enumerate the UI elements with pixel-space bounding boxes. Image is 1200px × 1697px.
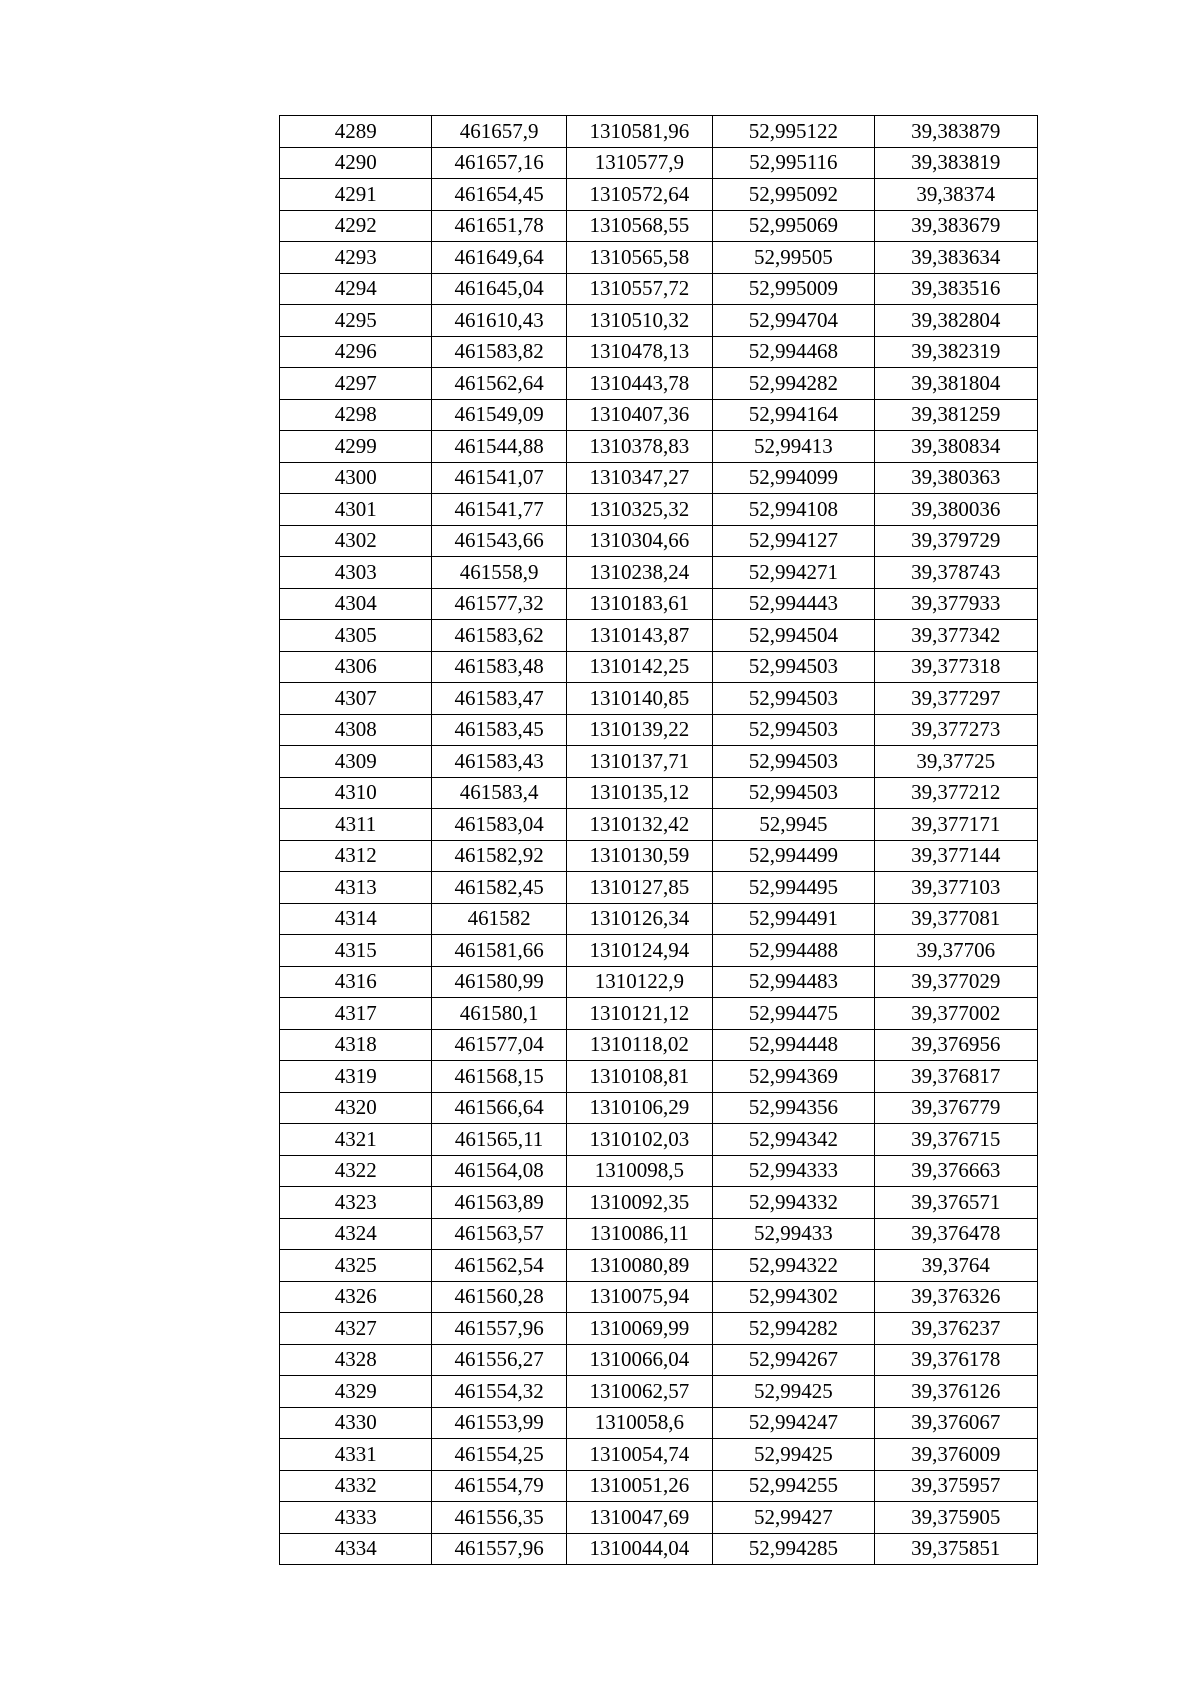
y-coordinate-cell: 1310066,04 <box>566 1344 712 1376</box>
longitude-cell: 39,382319 <box>874 336 1037 368</box>
y-coordinate-cell: 1310183,61 <box>566 588 712 620</box>
table-row <box>280 1376 1038 1408</box>
point-number-cell: 4309 <box>280 746 432 778</box>
point-number-cell: 4322 <box>280 1155 432 1187</box>
table-row <box>280 1344 1038 1376</box>
table-row <box>280 1250 1038 1282</box>
point-number-cell: 4310 <box>280 777 432 809</box>
latitude-cell: 52,994282 <box>713 368 874 400</box>
latitude-cell: 52,994504 <box>713 620 874 652</box>
point-number-cell: 4304 <box>280 588 432 620</box>
x-coordinate-cell: 461541,77 <box>432 494 566 526</box>
x-coordinate-cell: 461566,64 <box>432 1092 566 1124</box>
coordinates-table-body <box>280 116 1038 1565</box>
longitude-cell: 39,378743 <box>874 557 1037 589</box>
point-number-cell: 4289 <box>280 116 432 148</box>
latitude-cell: 52,994503 <box>713 651 874 683</box>
longitude-cell: 39,375957 <box>874 1470 1037 1502</box>
x-coordinate-cell: 461564,08 <box>432 1155 566 1187</box>
y-coordinate-cell: 1310347,27 <box>566 462 712 494</box>
point-number-cell: 4302 <box>280 525 432 557</box>
longitude-cell: 39,381804 <box>874 368 1037 400</box>
table-row <box>280 872 1038 904</box>
table-row <box>280 147 1038 179</box>
longitude-cell: 39,377933 <box>874 588 1037 620</box>
table-row <box>280 777 1038 809</box>
x-coordinate-cell: 461580,1 <box>432 998 566 1030</box>
x-coordinate-cell: 461554,32 <box>432 1376 566 1408</box>
point-number-cell: 4316 <box>280 966 432 998</box>
table-row <box>280 714 1038 746</box>
latitude-cell: 52,994503 <box>713 714 874 746</box>
x-coordinate-cell: 461541,07 <box>432 462 566 494</box>
latitude-cell: 52,995092 <box>713 179 874 211</box>
table-row <box>280 336 1038 368</box>
longitude-cell: 39,376009 <box>874 1439 1037 1471</box>
latitude-cell: 52,994267 <box>713 1344 874 1376</box>
y-coordinate-cell: 1310137,71 <box>566 746 712 778</box>
x-coordinate-cell: 461581,66 <box>432 935 566 967</box>
y-coordinate-cell: 1310304,66 <box>566 525 712 557</box>
latitude-cell: 52,994127 <box>713 525 874 557</box>
latitude-cell: 52,994332 <box>713 1187 874 1219</box>
longitude-cell: 39,376956 <box>874 1029 1037 1061</box>
point-number-cell: 4333 <box>280 1502 432 1534</box>
longitude-cell: 39,376237 <box>874 1313 1037 1345</box>
point-number-cell: 4326 <box>280 1281 432 1313</box>
x-coordinate-cell: 461610,43 <box>432 305 566 337</box>
x-coordinate-cell: 461554,79 <box>432 1470 566 1502</box>
y-coordinate-cell: 1310118,02 <box>566 1029 712 1061</box>
table-row <box>280 368 1038 400</box>
y-coordinate-cell: 1310122,9 <box>566 966 712 998</box>
longitude-cell: 39,376715 <box>874 1124 1037 1156</box>
table-row <box>280 1029 1038 1061</box>
point-number-cell: 4295 <box>280 305 432 337</box>
x-coordinate-cell: 461583,48 <box>432 651 566 683</box>
x-coordinate-cell: 461582,92 <box>432 840 566 872</box>
table-row <box>280 273 1038 305</box>
x-coordinate-cell: 461649,64 <box>432 242 566 274</box>
point-number-cell: 4308 <box>280 714 432 746</box>
x-coordinate-cell: 461583,43 <box>432 746 566 778</box>
x-coordinate-cell: 461583,45 <box>432 714 566 746</box>
longitude-cell: 39,377171 <box>874 809 1037 841</box>
latitude-cell: 52,994448 <box>713 1029 874 1061</box>
point-number-cell: 4305 <box>280 620 432 652</box>
latitude-cell: 52,994495 <box>713 872 874 904</box>
point-number-cell: 4307 <box>280 683 432 715</box>
latitude-cell: 52,994247 <box>713 1407 874 1439</box>
latitude-cell: 52,99425 <box>713 1376 874 1408</box>
longitude-cell: 39,377002 <box>874 998 1037 1030</box>
table-row <box>280 1470 1038 1502</box>
point-number-cell: 4328 <box>280 1344 432 1376</box>
longitude-cell: 39,380363 <box>874 462 1037 494</box>
y-coordinate-cell: 1310102,03 <box>566 1124 712 1156</box>
longitude-cell: 39,377144 <box>874 840 1037 872</box>
table-row <box>280 1502 1038 1534</box>
point-number-cell: 4324 <box>280 1218 432 1250</box>
longitude-cell: 39,376326 <box>874 1281 1037 1313</box>
y-coordinate-cell: 1310142,25 <box>566 651 712 683</box>
x-coordinate-cell: 461577,04 <box>432 1029 566 1061</box>
x-coordinate-cell: 461657,9 <box>432 116 566 148</box>
point-number-cell: 4292 <box>280 210 432 242</box>
x-coordinate-cell: 461544,88 <box>432 431 566 463</box>
latitude-cell: 52,99425 <box>713 1439 874 1471</box>
table-row <box>280 210 1038 242</box>
table-row <box>280 1533 1038 1565</box>
latitude-cell: 52,994356 <box>713 1092 874 1124</box>
table-row <box>280 305 1038 337</box>
longitude-cell: 39,376817 <box>874 1061 1037 1093</box>
latitude-cell: 52,994468 <box>713 336 874 368</box>
longitude-cell: 39,38374 <box>874 179 1037 211</box>
longitude-cell: 39,377273 <box>874 714 1037 746</box>
latitude-cell: 52,994503 <box>713 777 874 809</box>
point-number-cell: 4334 <box>280 1533 432 1565</box>
y-coordinate-cell: 1310572,64 <box>566 179 712 211</box>
table-row <box>280 557 1038 589</box>
point-number-cell: 4330 <box>280 1407 432 1439</box>
latitude-cell: 52,994475 <box>713 998 874 1030</box>
y-coordinate-cell: 1310132,42 <box>566 809 712 841</box>
longitude-cell: 39,377318 <box>874 651 1037 683</box>
table-row <box>280 1407 1038 1439</box>
y-coordinate-cell: 1310140,85 <box>566 683 712 715</box>
x-coordinate-cell: 461543,66 <box>432 525 566 557</box>
point-number-cell: 4332 <box>280 1470 432 1502</box>
point-number-cell: 4290 <box>280 147 432 179</box>
x-coordinate-cell: 461554,25 <box>432 1439 566 1471</box>
table-row <box>280 1155 1038 1187</box>
table-row <box>280 1092 1038 1124</box>
x-coordinate-cell: 461651,78 <box>432 210 566 242</box>
y-coordinate-cell: 1310478,13 <box>566 336 712 368</box>
longitude-cell: 39,381259 <box>874 399 1037 431</box>
longitude-cell: 39,376779 <box>874 1092 1037 1124</box>
x-coordinate-cell: 461556,27 <box>432 1344 566 1376</box>
table-row <box>280 683 1038 715</box>
point-number-cell: 4317 <box>280 998 432 1030</box>
y-coordinate-cell: 1310108,81 <box>566 1061 712 1093</box>
longitude-cell: 39,383516 <box>874 273 1037 305</box>
latitude-cell: 52,995116 <box>713 147 874 179</box>
point-number-cell: 4319 <box>280 1061 432 1093</box>
y-coordinate-cell: 1310443,78 <box>566 368 712 400</box>
y-coordinate-cell: 1310047,69 <box>566 1502 712 1534</box>
point-number-cell: 4327 <box>280 1313 432 1345</box>
y-coordinate-cell: 1310092,35 <box>566 1187 712 1219</box>
table-row <box>280 998 1038 1030</box>
latitude-cell: 52,994333 <box>713 1155 874 1187</box>
longitude-cell: 39,375905 <box>874 1502 1037 1534</box>
longitude-cell: 39,376126 <box>874 1376 1037 1408</box>
latitude-cell: 52,994164 <box>713 399 874 431</box>
point-number-cell: 4313 <box>280 872 432 904</box>
latitude-cell: 52,99413 <box>713 431 874 463</box>
latitude-cell: 52,9945 <box>713 809 874 841</box>
point-number-cell: 4301 <box>280 494 432 526</box>
x-coordinate-cell: 461582 <box>432 903 566 935</box>
longitude-cell: 39,37725 <box>874 746 1037 778</box>
x-coordinate-cell: 461563,57 <box>432 1218 566 1250</box>
latitude-cell: 52,994282 <box>713 1313 874 1345</box>
y-coordinate-cell: 1310121,12 <box>566 998 712 1030</box>
latitude-cell: 52,994503 <box>713 683 874 715</box>
table-row <box>280 935 1038 967</box>
x-coordinate-cell: 461657,16 <box>432 147 566 179</box>
point-number-cell: 4331 <box>280 1439 432 1471</box>
longitude-cell: 39,37706 <box>874 935 1037 967</box>
y-coordinate-cell: 1310127,85 <box>566 872 712 904</box>
y-coordinate-cell: 1310126,34 <box>566 903 712 935</box>
longitude-cell: 39,383879 <box>874 116 1037 148</box>
latitude-cell: 52,994499 <box>713 840 874 872</box>
x-coordinate-cell: 461563,89 <box>432 1187 566 1219</box>
y-coordinate-cell: 1310139,22 <box>566 714 712 746</box>
point-number-cell: 4291 <box>280 179 432 211</box>
longitude-cell: 39,376571 <box>874 1187 1037 1219</box>
latitude-cell: 52,994342 <box>713 1124 874 1156</box>
x-coordinate-cell: 461583,62 <box>432 620 566 652</box>
y-coordinate-cell: 1310135,12 <box>566 777 712 809</box>
longitude-cell: 39,376067 <box>874 1407 1037 1439</box>
longitude-cell: 39,376178 <box>874 1344 1037 1376</box>
y-coordinate-cell: 1310325,32 <box>566 494 712 526</box>
point-number-cell: 4303 <box>280 557 432 589</box>
latitude-cell: 52,994483 <box>713 966 874 998</box>
table-row <box>280 399 1038 431</box>
x-coordinate-cell: 461583,4 <box>432 777 566 809</box>
latitude-cell: 52,994271 <box>713 557 874 589</box>
longitude-cell: 39,377081 <box>874 903 1037 935</box>
table-row <box>280 809 1038 841</box>
table-row <box>280 1281 1038 1313</box>
longitude-cell: 39,377103 <box>874 872 1037 904</box>
table-row <box>280 431 1038 463</box>
coordinates-table <box>279 115 1038 1565</box>
y-coordinate-cell: 1310130,59 <box>566 840 712 872</box>
x-coordinate-cell: 461549,09 <box>432 399 566 431</box>
table-row <box>280 588 1038 620</box>
table-row <box>280 179 1038 211</box>
point-number-cell: 4299 <box>280 431 432 463</box>
point-number-cell: 4323 <box>280 1187 432 1219</box>
x-coordinate-cell: 461580,99 <box>432 966 566 998</box>
x-coordinate-cell: 461553,99 <box>432 1407 566 1439</box>
longitude-cell: 39,380036 <box>874 494 1037 526</box>
longitude-cell: 39,383679 <box>874 210 1037 242</box>
point-number-cell: 4297 <box>280 368 432 400</box>
table-row <box>280 1313 1038 1345</box>
latitude-cell: 52,995009 <box>713 273 874 305</box>
latitude-cell: 52,994704 <box>713 305 874 337</box>
point-number-cell: 4293 <box>280 242 432 274</box>
table-row <box>280 651 1038 683</box>
latitude-cell: 52,994285 <box>713 1533 874 1565</box>
table-row <box>280 746 1038 778</box>
point-number-cell: 4298 <box>280 399 432 431</box>
longitude-cell: 39,377342 <box>874 620 1037 652</box>
table-row <box>280 966 1038 998</box>
longitude-cell: 39,377212 <box>874 777 1037 809</box>
longitude-cell: 39,376663 <box>874 1155 1037 1187</box>
x-coordinate-cell: 461577,32 <box>432 588 566 620</box>
table-row <box>280 1439 1038 1471</box>
y-coordinate-cell: 1310568,55 <box>566 210 712 242</box>
x-coordinate-cell: 461560,28 <box>432 1281 566 1313</box>
point-number-cell: 4300 <box>280 462 432 494</box>
point-number-cell: 4311 <box>280 809 432 841</box>
latitude-cell: 52,99427 <box>713 1502 874 1534</box>
latitude-cell: 52,995069 <box>713 210 874 242</box>
latitude-cell: 52,994302 <box>713 1281 874 1313</box>
point-number-cell: 4314 <box>280 903 432 935</box>
y-coordinate-cell: 1310098,5 <box>566 1155 712 1187</box>
latitude-cell: 52,99505 <box>713 242 874 274</box>
x-coordinate-cell: 461556,35 <box>432 1502 566 1534</box>
point-number-cell: 4318 <box>280 1029 432 1061</box>
y-coordinate-cell: 1310510,32 <box>566 305 712 337</box>
x-coordinate-cell: 461568,15 <box>432 1061 566 1093</box>
table-row <box>280 494 1038 526</box>
y-coordinate-cell: 1310086,11 <box>566 1218 712 1250</box>
longitude-cell: 39,383634 <box>874 242 1037 274</box>
x-coordinate-cell: 461558,9 <box>432 557 566 589</box>
y-coordinate-cell: 1310106,29 <box>566 1092 712 1124</box>
longitude-cell: 39,383819 <box>874 147 1037 179</box>
longitude-cell: 39,3764 <box>874 1250 1037 1282</box>
table-row <box>280 242 1038 274</box>
table-row <box>280 116 1038 148</box>
y-coordinate-cell: 1310058,6 <box>566 1407 712 1439</box>
table-row <box>280 1124 1038 1156</box>
table-row <box>280 903 1038 935</box>
y-coordinate-cell: 1310080,89 <box>566 1250 712 1282</box>
x-coordinate-cell: 461654,45 <box>432 179 566 211</box>
latitude-cell: 52,994491 <box>713 903 874 935</box>
y-coordinate-cell: 1310238,24 <box>566 557 712 589</box>
y-coordinate-cell: 1310557,72 <box>566 273 712 305</box>
point-number-cell: 4306 <box>280 651 432 683</box>
table-row <box>280 1218 1038 1250</box>
latitude-cell: 52,994108 <box>713 494 874 526</box>
longitude-cell: 39,377297 <box>874 683 1037 715</box>
x-coordinate-cell: 461583,47 <box>432 683 566 715</box>
point-number-cell: 4315 <box>280 935 432 967</box>
point-number-cell: 4320 <box>280 1092 432 1124</box>
latitude-cell: 52,994322 <box>713 1250 874 1282</box>
point-number-cell: 4329 <box>280 1376 432 1408</box>
latitude-cell: 52,994099 <box>713 462 874 494</box>
x-coordinate-cell: 461557,96 <box>432 1533 566 1565</box>
y-coordinate-cell: 1310577,9 <box>566 147 712 179</box>
y-coordinate-cell: 1310044,04 <box>566 1533 712 1565</box>
y-coordinate-cell: 1310143,87 <box>566 620 712 652</box>
y-coordinate-cell: 1310069,99 <box>566 1313 712 1345</box>
latitude-cell: 52,995122 <box>713 116 874 148</box>
y-coordinate-cell: 1310062,57 <box>566 1376 712 1408</box>
x-coordinate-cell: 461582,45 <box>432 872 566 904</box>
table-row <box>280 525 1038 557</box>
latitude-cell: 52,994443 <box>713 588 874 620</box>
longitude-cell: 39,379729 <box>874 525 1037 557</box>
x-coordinate-cell: 461565,11 <box>432 1124 566 1156</box>
y-coordinate-cell: 1310051,26 <box>566 1470 712 1502</box>
y-coordinate-cell: 1310124,94 <box>566 935 712 967</box>
point-number-cell: 4325 <box>280 1250 432 1282</box>
table-row <box>280 1187 1038 1219</box>
y-coordinate-cell: 1310581,96 <box>566 116 712 148</box>
longitude-cell: 39,376478 <box>874 1218 1037 1250</box>
y-coordinate-cell: 1310407,36 <box>566 399 712 431</box>
point-number-cell: 4296 <box>280 336 432 368</box>
y-coordinate-cell: 1310565,58 <box>566 242 712 274</box>
x-coordinate-cell: 461562,64 <box>432 368 566 400</box>
latitude-cell: 52,994488 <box>713 935 874 967</box>
longitude-cell: 39,382804 <box>874 305 1037 337</box>
latitude-cell: 52,994503 <box>713 746 874 778</box>
longitude-cell: 39,375851 <box>874 1533 1037 1565</box>
x-coordinate-cell: 461583,04 <box>432 809 566 841</box>
x-coordinate-cell: 461583,82 <box>432 336 566 368</box>
x-coordinate-cell: 461557,96 <box>432 1313 566 1345</box>
table-row <box>280 840 1038 872</box>
latitude-cell: 52,994255 <box>713 1470 874 1502</box>
latitude-cell: 52,99433 <box>713 1218 874 1250</box>
point-number-cell: 4294 <box>280 273 432 305</box>
point-number-cell: 4312 <box>280 840 432 872</box>
longitude-cell: 39,377029 <box>874 966 1037 998</box>
point-number-cell: 4321 <box>280 1124 432 1156</box>
y-coordinate-cell: 1310075,94 <box>566 1281 712 1313</box>
latitude-cell: 52,994369 <box>713 1061 874 1093</box>
y-coordinate-cell: 1310378,83 <box>566 431 712 463</box>
longitude-cell: 39,380834 <box>874 431 1037 463</box>
table-row <box>280 620 1038 652</box>
x-coordinate-cell: 461645,04 <box>432 273 566 305</box>
y-coordinate-cell: 1310054,74 <box>566 1439 712 1471</box>
x-coordinate-cell: 461562,54 <box>432 1250 566 1282</box>
table-row <box>280 462 1038 494</box>
table-row <box>280 1061 1038 1093</box>
